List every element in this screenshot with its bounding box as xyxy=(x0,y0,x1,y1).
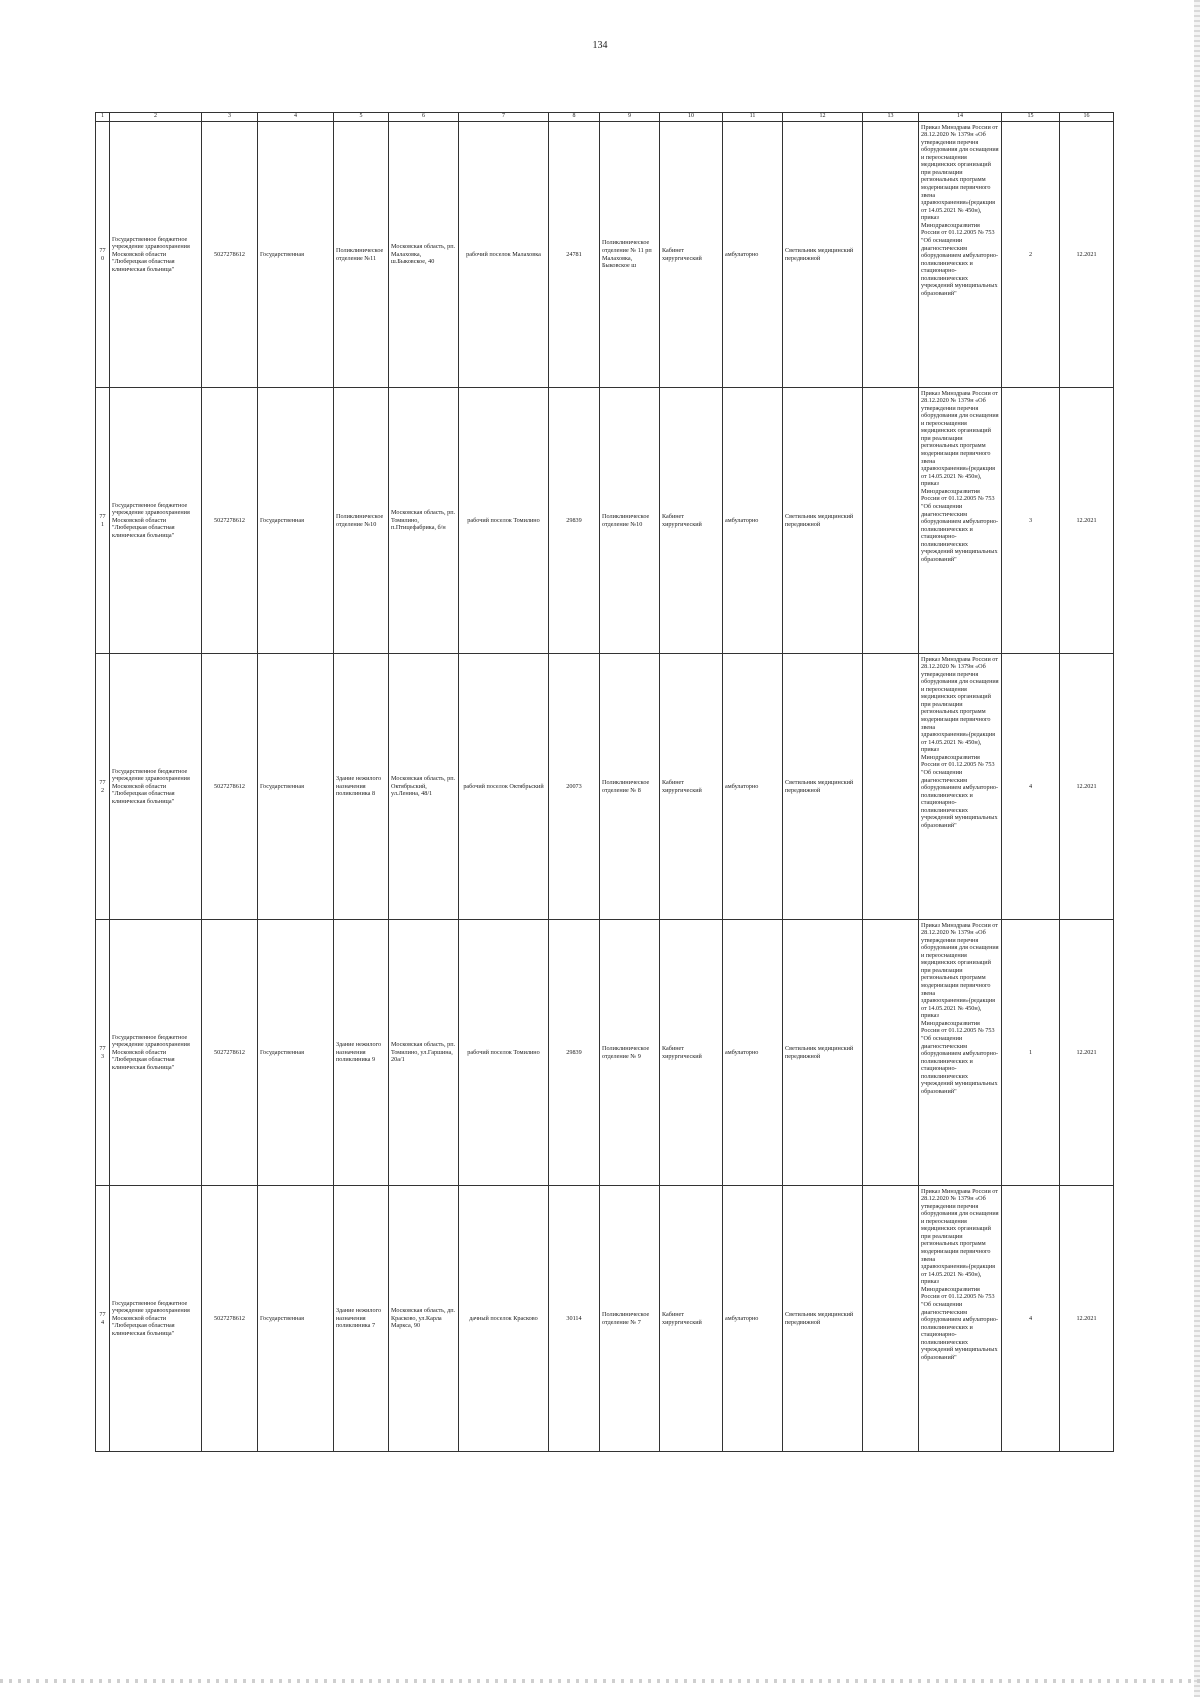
scan-edge-artifact xyxy=(1194,0,1200,1697)
care-mode-cell: амбулаторно xyxy=(723,1186,783,1452)
table-row xyxy=(96,1186,1114,1452)
equipment-cell: Светильник медицинский передвижной xyxy=(783,122,863,388)
organization-name: Государственное бюджетное учреждение здравоохранения Московской области "Люберецкая областная клиническая больница" xyxy=(110,122,202,388)
column-number-row xyxy=(96,113,1114,122)
legal-basis-cell xyxy=(919,122,1002,388)
equipment-register-table xyxy=(95,112,1114,1452)
table-row xyxy=(96,654,1114,920)
code-cell: 20073 xyxy=(549,654,600,920)
date-cell: 12.2021 xyxy=(1060,654,1114,920)
col13-cell xyxy=(863,122,919,388)
equipment-cell: Светильник медицинский передвижной xyxy=(783,654,863,920)
column-header: 7 xyxy=(459,113,549,122)
table-row xyxy=(96,122,1114,388)
ownership-cell: Государственная xyxy=(258,388,334,654)
row-number: 774 xyxy=(96,1186,110,1452)
cabinet-cell: Кабинет хирургический xyxy=(660,920,723,1186)
subdivision-cell: Поликлиническое отделение №10 xyxy=(600,388,660,654)
inn-cell: 5027278612 xyxy=(202,654,258,920)
equipment-cell: Светильник медицинский передвижной xyxy=(783,1186,863,1452)
subdivision-cell: Поликлиническое отделение № 11 рп Малаховка, Быковское ш xyxy=(600,122,660,388)
ownership-cell: Государственная xyxy=(258,1186,334,1452)
column-header: 1 xyxy=(96,113,110,122)
column-header: 9 xyxy=(600,113,660,122)
column-header: 6 xyxy=(389,113,459,122)
row-number: 770 xyxy=(96,122,110,388)
column-header: 15 xyxy=(1002,113,1060,122)
inn-cell: 5027278612 xyxy=(202,1186,258,1452)
column-header: 5 xyxy=(334,113,389,122)
legal-basis-text: Приказ Минздрава России от 28.12.2020 № 1379н «Об утверждении перечня оборудования для оснащения и переоснащения медицинских организаций при реализации региональных программ модернизации первичного звена здравоохранения»(редакция от 14.05.2021 № 450н), приказ Минздравсоцразвития России от 01.12.2005 № 753 "Об оснащении диагностическим оборудованием амбулаторно-поликлинических и стационарно-поликлинических учреждений муниципальных образований" xyxy=(921,389,999,563)
code-cell: 29839 xyxy=(549,920,600,1186)
row-number: 771 xyxy=(96,388,110,654)
table-row xyxy=(96,920,1114,1186)
column-header: 2 xyxy=(110,113,202,122)
care-mode-cell: амбулаторно xyxy=(723,388,783,654)
cabinet-cell: Кабинет хирургический xyxy=(660,388,723,654)
settlement-cell: рабочий поселок Томилино xyxy=(459,388,549,654)
unit-cell: Здание нежилого назначения поликлиника 8 xyxy=(334,654,389,920)
ownership-cell: Государственная xyxy=(258,920,334,1186)
date-cell: 12.2021 xyxy=(1060,122,1114,388)
address-cell: Московская область, рп. Октябрьский, ул.Ленина, 48/1 xyxy=(389,654,459,920)
cabinet-cell: Кабинет хирургический xyxy=(660,1186,723,1452)
col13-cell xyxy=(863,1186,919,1452)
date-cell: 12.2021 xyxy=(1060,920,1114,1186)
column-header: 4 xyxy=(258,113,334,122)
column-header: 13 xyxy=(863,113,919,122)
address-cell: Московская область, дп. Красково, ул.Карла Маркса, 90 xyxy=(389,1186,459,1452)
column-header: 10 xyxy=(660,113,723,122)
col13-cell xyxy=(863,654,919,920)
unit-cell: Здание нежилого назначения поликлиника 9 xyxy=(334,920,389,1186)
column-header: 12 xyxy=(783,113,863,122)
code-cell: 29839 xyxy=(549,388,600,654)
subdivision-cell: Поликлиническое отделение № 7 xyxy=(600,1186,660,1452)
column-header: 14 xyxy=(919,113,1002,122)
code-cell: 24781 xyxy=(549,122,600,388)
address-cell: Московская область, рп. Томилино, п.Птицефабрика, б/н xyxy=(389,388,459,654)
ownership-cell: Государственная xyxy=(258,654,334,920)
quantity-cell: 4 xyxy=(1002,654,1060,920)
unit-cell: Поликлиническое отделение №10 xyxy=(334,388,389,654)
legal-basis-text: Приказ Минздрава России от 28.12.2020 № 1379н «Об утверждении перечня оборудования для оснащения и переоснащения медицинских организаций при реализации региональных программ модернизации первичного звена здравоохранения»(редакция от 14.05.2021 № 450н), приказ Минздравсоцразвития России от 01.12.2005 № 753 "Об оснащении диагностическим оборудованием амбулаторно-поликлинических и стационарно-поликлинических учреждений муниципальных образований" xyxy=(921,655,999,829)
legal-basis-text: Приказ Минздрава России от 28.12.2020 № 1379н «Об утверждении перечня оборудования для оснащения и переоснащения медицинских организаций при реализации региональных программ модернизации первичного звена здравоохранения»(редакция от 14.05.2021 № 450н), приказ Минздравсоцразвития России от 01.12.2005 № 753 "Об оснащении диагностическим оборудованием амбулаторно-поликлинических и стационарно-поликлинических учреждений муниципальных образований" xyxy=(921,921,999,1095)
legal-basis-cell xyxy=(919,388,1002,654)
column-header: 3 xyxy=(202,113,258,122)
unit-cell: Здание нежилого назначения поликлиника 7 xyxy=(334,1186,389,1452)
quantity-cell: 2 xyxy=(1002,122,1060,388)
care-mode-cell: амбулаторно xyxy=(723,122,783,388)
settlement-cell: рабочий поселок Томилино xyxy=(459,920,549,1186)
legal-basis-text: Приказ Минздрава России от 28.12.2020 № 1379н «Об утверждении перечня оборудования для оснащения и переоснащения медицинских организаций при реализации региональных программ модернизации первичного звена здравоохранения»(редакция от 14.05.2021 № 450н), приказ Минздравсоцразвития России от 01.12.2005 № 753 "Об оснащении диагностическим оборудованием амбулаторно-поликлинических и стационарно-поликлинических учреждений муниципальных образований" xyxy=(921,1187,999,1361)
settlement-cell: рабочий поселок Малаховка xyxy=(459,122,549,388)
page-number: 134 xyxy=(592,40,608,51)
unit-cell: Поликлиническое отделение №11 xyxy=(334,122,389,388)
legal-basis-cell xyxy=(919,1186,1002,1452)
col13-cell xyxy=(863,388,919,654)
row-number: 772 xyxy=(96,654,110,920)
quantity-cell: 4 xyxy=(1002,1186,1060,1452)
subdivision-cell: Поликлиническое отделение № 8 xyxy=(600,654,660,920)
row-number: 773 xyxy=(96,920,110,1186)
column-header: 11 xyxy=(723,113,783,122)
inn-cell: 5027278612 xyxy=(202,920,258,1186)
inn-cell: 5027278612 xyxy=(202,388,258,654)
legal-basis-cell xyxy=(919,920,1002,1186)
date-cell: 12.2021 xyxy=(1060,1186,1114,1452)
quantity-cell: 3 xyxy=(1002,388,1060,654)
column-header: 16 xyxy=(1060,113,1114,122)
column-header: 8 xyxy=(549,113,600,122)
care-mode-cell: амбулаторно xyxy=(723,654,783,920)
scan-noise-artifact xyxy=(0,1679,1200,1683)
cabinet-cell: Кабинет хирургический xyxy=(660,654,723,920)
date-cell: 12.2021 xyxy=(1060,388,1114,654)
quantity-cell: 1 xyxy=(1002,920,1060,1186)
ownership-cell: Государственная xyxy=(258,122,334,388)
address-cell: Московская область, рп. Малаховка, ш.Быковское, 40 xyxy=(389,122,459,388)
settlement-cell: дачный поселок Красково xyxy=(459,1186,549,1452)
col13-cell xyxy=(863,920,919,1186)
inn-cell: 5027278612 xyxy=(202,122,258,388)
settlement-cell: рабочий поселок Октябрьский xyxy=(459,654,549,920)
equipment-cell: Светильник медицинский передвижной xyxy=(783,388,863,654)
cabinet-cell: Кабинет хирургический xyxy=(660,122,723,388)
organization-name: Государственное бюджетное учреждение здравоохранения Московской области "Люберецкая областная клиническая больница" xyxy=(110,388,202,654)
organization-name: Государственное бюджетное учреждение здравоохранения Московской области "Люберецкая областная клиническая больница" xyxy=(110,654,202,920)
organization-name: Государственное бюджетное учреждение здравоохранения Московской области "Люберецкая областная клиническая больница" xyxy=(110,1186,202,1452)
code-cell: 30114 xyxy=(549,1186,600,1452)
equipment-cell: Светильник медицинский передвижной xyxy=(783,920,863,1186)
legal-basis-text: Приказ Минздрава России от 28.12.2020 № 1379н «Об утверждении перечня оборудования для оснащения и переоснащения медицинских организаций при реализации региональных программ модернизации первичного звена здравоохранения»(редакция от 14.05.2021 № 450н), приказ Минздравсоцразвития России от 01.12.2005 № 753 "Об оснащении диагностическим оборудованием амбулаторно-поликлинических и стационарно-поликлинических учреждений муниципальных образований" xyxy=(921,123,999,297)
organization-name: Государственное бюджетное учреждение здравоохранения Московской области "Люберецкая областная клиническая больница" xyxy=(110,920,202,1186)
address-cell: Московская область, рп. Томилино, ул.Гаршина, 20а/1 xyxy=(389,920,459,1186)
subdivision-cell: Поликлиническое отделение № 9 xyxy=(600,920,660,1186)
table-row xyxy=(96,388,1114,654)
care-mode-cell: амбулаторно xyxy=(723,920,783,1186)
legal-basis-cell xyxy=(919,654,1002,920)
